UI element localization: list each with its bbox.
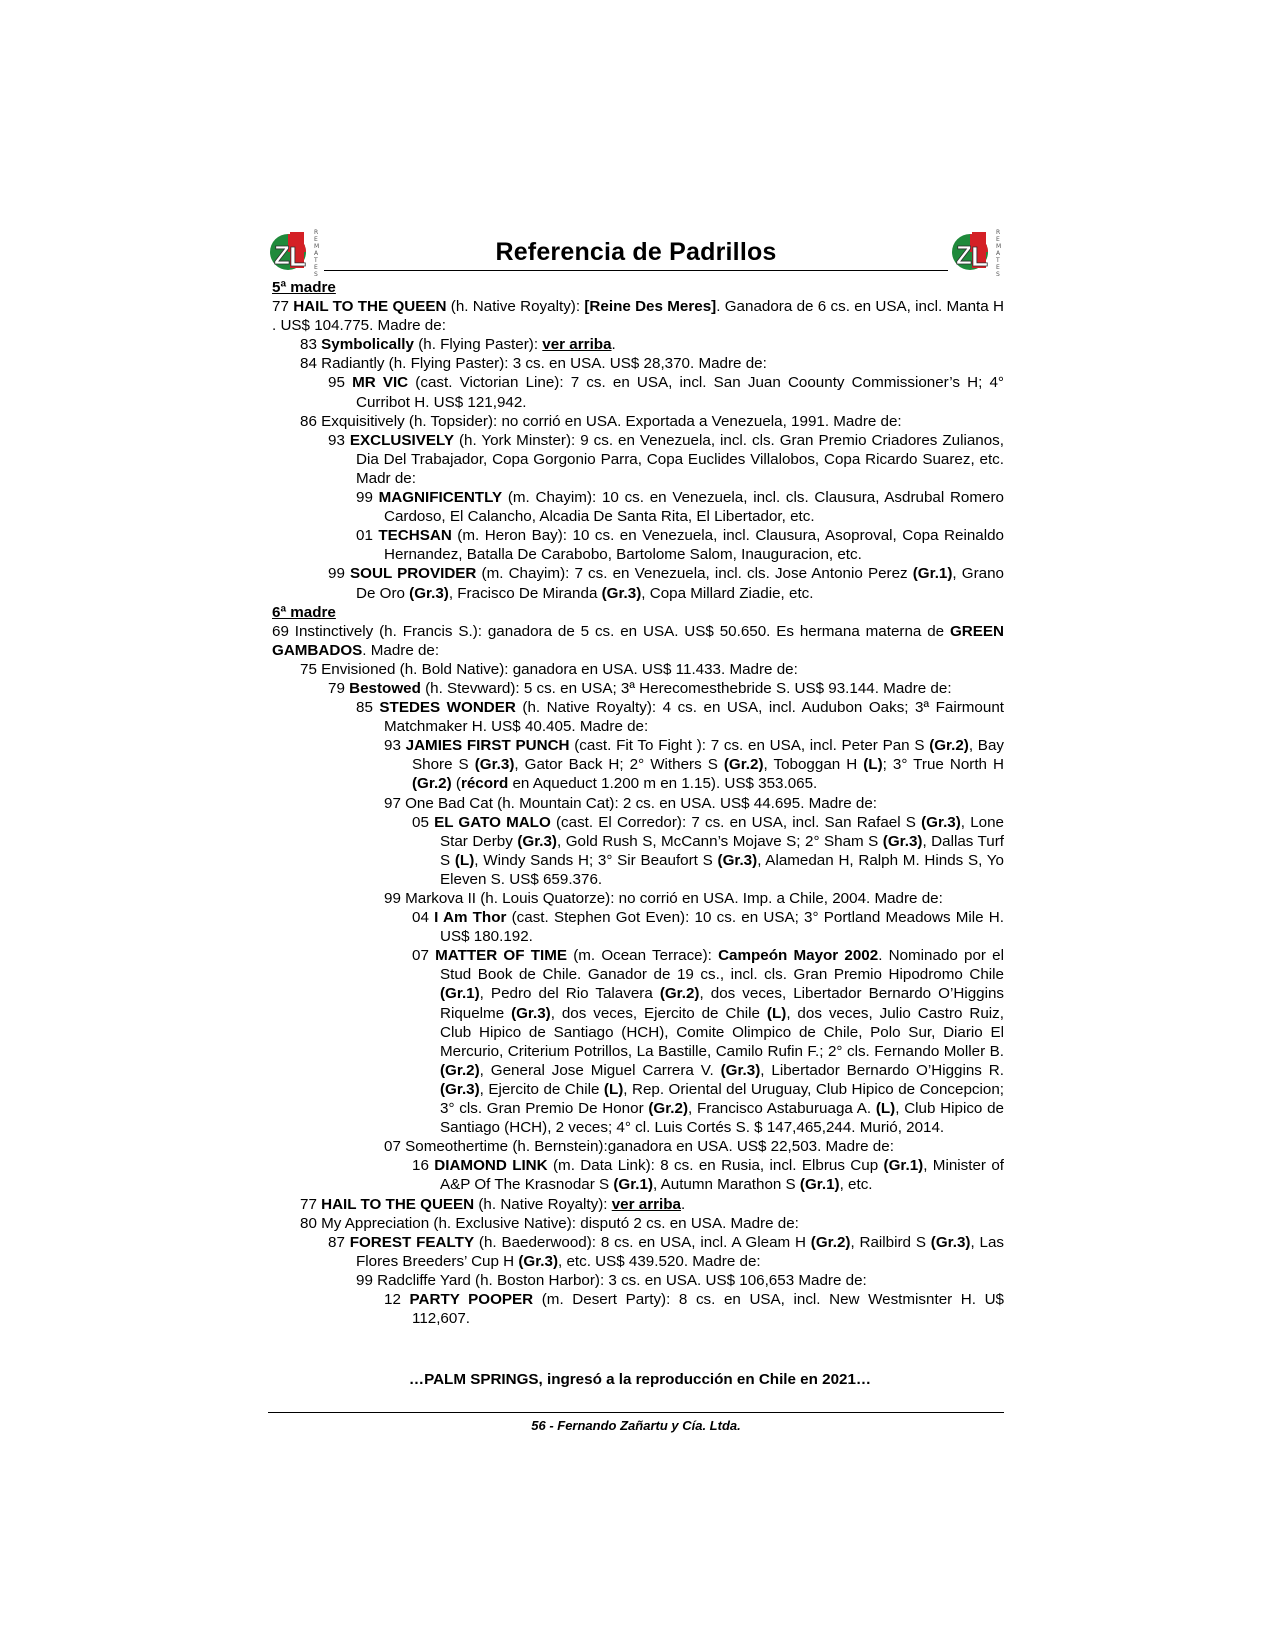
section-heading: 5ª madre (272, 279, 336, 296)
svg-text:M: M (996, 243, 1002, 250)
pedigree-entry: 93 JAMIES FIRST PUNCH (cast. Fit To Fight ): 7 cs. en USA, incl. Peter Pan S (Gr.2), Bay Shore S (Gr.3), Gator Back H; 2° Withers S (Gr.2), Toboggan H (L); 3° True North H (Gr.2) (récord en Aqueduct 1.200 m en 1.15). US$ 353.065. (384, 737, 1004, 793)
svg-text:S: S (996, 271, 1000, 276)
pedigree-entry: 07 MATTER OF TIME (m. Ocean Terrace): Campeón Mayor 2002. Nominado por el Stud Book de Chile. Ganador de 19 cs., incl. cls. Gran Premio Hipodromo Chile (Gr.1), Pedro del Rio Talavera (Gr.2), dos veces, Libertador Bernardo O’Higgins Riquelme (Gr.3), dos veces, Ejercito de Chile (L), dos veces, Julio Castro Ruiz, Club Hipico de Santiago (HCH), Comite Olimpico de Chile, Polo Sur, Diario El Mercurio, Criterium Potrillos, La Bastille, Camilo Rufin F.; 2° cls. Fernando Moller B. (Gr.2), General Jose Miguel Carrera V. (Gr.3), Libertador Bernardo O’Higgins R. (Gr.3), Ejercito de Chile (L), Rep. Oriental del Uruguay, Club Hipico de Concepcion; 3° cls. Gran Premio De Honor (Gr.2), Francisco Astaburuaga A. (L), Club Hipico de Santiago (HCH), 2 veces; 4° cl. Luis Cortés S. $ 147,465,244. Murió, 2014. (412, 947, 1004, 1137)
footer-rule (268, 1412, 1004, 1413)
svg-text:E: E (314, 264, 318, 271)
closing-note: …PALM SPRINGS, ingresó a la reproducción en Chile en 2021… (408, 1371, 872, 1388)
svg-text:E: E (314, 236, 318, 243)
section-heading: 6ª madre (272, 603, 336, 621)
svg-text:M: M (314, 243, 320, 250)
svg-text:A: A (996, 250, 1001, 257)
pedigree-entry: 99 Markova II (h. Louis Quatorze): no corrió en USA. Imp. a Chile, 2004. Madre de: (384, 890, 943, 907)
pedigree-entry: 75 Envisioned (h. Bold Native): ganadora en USA. US$ 11.433. Madre de: (300, 660, 798, 678)
pedigree-entry: 99 MAGNIFICENTLY (m. Chayim): 10 cs. en Venezuela, incl. cls. Clausura, Asdrubal Romero Cardoso, El Calancho, Alcadia De Santa Rita, El Libertador, etc. (356, 489, 1004, 526)
pedigree-entry: 77 HAIL TO THE QUEEN (h. Native Royalty): ver arriba. (300, 1195, 686, 1213)
svg-text:L: L (971, 241, 989, 272)
pedigree-entry: 79 Bestowed (h. Stevward): 5 cs. en USA; 3ª Herecomesthebride S. US$ 93.144. Madre de: (328, 679, 952, 697)
svg-text:R: R (314, 229, 319, 236)
pedigree-entry: 97 One Bad Cat (h. Mountain Cat): 2 cs. en USA. US$ 44.695. Madre de: (384, 794, 878, 812)
pedigree-entry: 16 DIAMOND LINK (m. Data Link): 8 cs. en Rusia, incl. Elbrus Cup (Gr.1), Minister of A&P Of The Krasnodar S (Gr.1), Autumn Marathon S (Gr.1), etc. (412, 1157, 1004, 1194)
page-footer: 56 - Fernando Zañartu y Cía. Ltda. (531, 1418, 741, 1433)
zl-remates-logo (268, 226, 322, 276)
pedigree-entry: 01 TECHSAN (m. Heron Bay): 10 cs. en Venezuela, incl. Clausura, Asoproval, Copa Reinaldo Hernandez, Batalla De Carabobo, Bartolome Salom, Inauguracion, etc. (356, 527, 1004, 564)
pedigree-entry: 85 STEDES WONDER (h. Native Royalty): 4 cs. en USA, incl. Audubon Oaks; 3ª Fairmount Matchmaker H. US$ 40.405. Madre de: (356, 699, 1004, 736)
pedigree-entry: 99 SOUL PROVIDER (m. Chayim): 7 cs. en Venezuela, incl. cls. Jose Antonio Perez (Gr.1), Grano De Oro (Gr.3), Fracisco De Miranda (Gr.3), Copa Millard Ziadie, etc. (328, 565, 1004, 602)
pedigree-entry: 86 Exquisitively (h. Topsider): no corrió en USA. Exportada a Venezuela, 1991. Madre de: (300, 412, 902, 430)
pedigree-entry: 93 EXCLUSIVELY (h. York Minster): 9 cs. en Venezuela, incl. cls. Gran Premio Criadores Zulianos, Dia Del Trabajador, Copa Gorgonio Parra, Copa Euclides Villalobos, Copa Ricardo Suarez, etc. Madr de: (328, 431, 1004, 487)
page-header (268, 226, 1004, 280)
pedigree-entry: 87 FOREST FEALTY (h. Baederwood): 8 cs. en USA, incl. A Gleam H (Gr.2), Railbird S (Gr.3), Las Flores Breeders’ Cup H (Gr.3), etc. US$ 439.520. Madre de: (328, 1233, 1004, 1270)
svg-text:Z: Z (274, 240, 290, 270)
pedigree-entry: 05 EL GATO MALO (cast. El Corredor): 7 cs. en USA, incl. San Rafael S (Gr.3), Lone Star Derby (Gr.3), Gold Rush S, McCann’s Mojave S; 2° Sham S (Gr.3), Dallas Turf S (L), Windy Sands H; 3° Sir Beaufort S (Gr.3), Alamedan H, Ralph M. Hinds S, Yo Eleven S. US$ 659.376. (412, 813, 1004, 888)
svg-text:A: A (314, 250, 319, 257)
svg-text:E: E (996, 236, 1000, 243)
pedigree-entry: 84 Radiantly (h. Flying Paster): 3 cs. en USA. US$ 28,370. Madre de: (300, 355, 767, 373)
pedigree-content (272, 278, 1004, 1328)
pedigree-entry: 95 MR VIC (cast. Victorian Line): 7 cs. en USA, incl. San Juan Coounty Commissioner’s H; 4° Curribot H. US$ 121,942. (328, 374, 1004, 411)
pedigree-entry: 07 Someothertime (h. Bernstein):ganadora en USA. US$ 22,503. Madre de: (384, 1138, 894, 1156)
pedigree-entry: 83 Symbolically (h. Flying Paster): ver arriba. (300, 336, 616, 354)
pedigree-entry: 12 PARTY POOPER (m. Desert Party): 8 cs. en USA, incl. New Westmisnter H. U$ 112,607. (384, 1290, 1004, 1328)
pedigree-entry: 80 My Appreciation (h. Exclusive Native): disputó 2 cs. en USA. Madre de: (300, 1214, 799, 1232)
page-title: Referencia de Padrillos (495, 238, 777, 266)
pedigree-entry: 99 Radcliffe Yard (h. Boston Harbor): 3 cs. en USA. US$ 106,653 Madre de: (356, 1271, 867, 1289)
svg-text:S: S (314, 271, 318, 276)
header-rule (324, 270, 948, 271)
svg-text:L: L (289, 241, 307, 272)
svg-text:R: R (996, 229, 1001, 236)
svg-text:Z: Z (956, 240, 972, 270)
svg-text:E: E (996, 264, 1000, 271)
pedigree-entry: 69 Instinctively (h. Francis S.): ganadora de 5 cs. en USA. US$ 50.650. Es hermana materna de GREEN GAMBADOS. Madre de: (272, 622, 1004, 659)
svg-text:T: T (996, 257, 1000, 264)
pedigree-entry: 04 I Am Thor (cast. Stephen Got Even): 10 cs. en USA; 3° Portland Meadows Mile H. US$ 180.192. (412, 909, 1004, 946)
svg-text:T: T (314, 257, 318, 264)
zl-remates-logo-right (950, 226, 1004, 276)
pedigree-entry: 77 HAIL TO THE QUEEN (h. Native Royalty): [Reine Des Meres]. Ganadora de 6 cs. en USA, incl. Manta H . US$ 104.775. Madre de: (272, 298, 1004, 335)
